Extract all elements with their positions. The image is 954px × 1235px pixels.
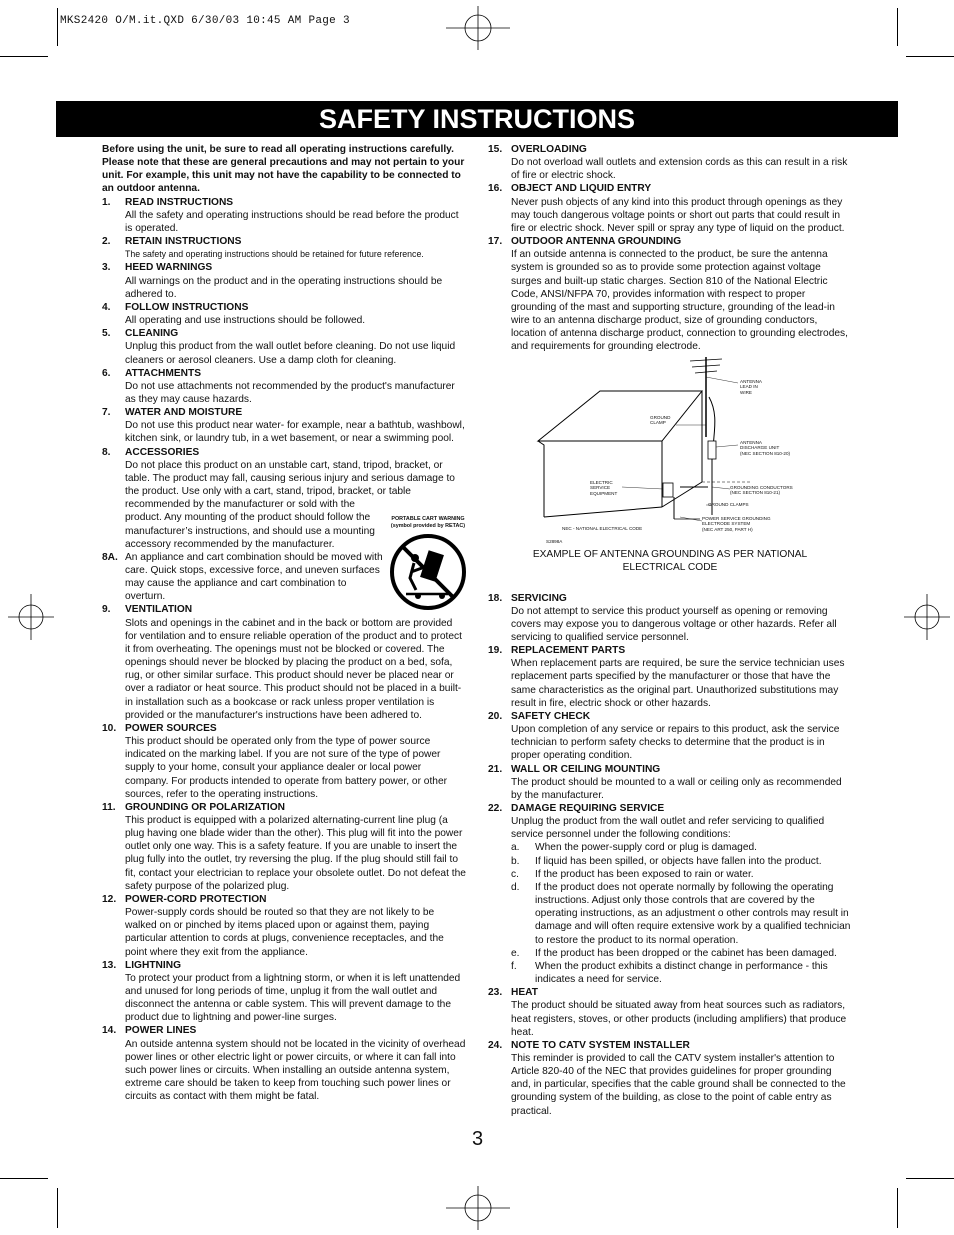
right-column [488,143,852,1118]
grounding-conductors-label: GROUNDING CONDUCTORS (NEC SECTION 810-21) [730,485,793,496]
crop-mark [0,56,48,57]
print-slug: MKS2420 O/M.it.QXD 6/30/03 10:45 AM Page 3 [60,15,350,27]
instruction-item: 22. DAMAGE REQUIRING SERVICE Unplug the product from the wall outlet and refer servicing to qualified service personnel under the following conditions: a. When the power-supply cord or plug is damaged. b. If liquid has been spilled, or objects have fallen into the product. c. If the product has been exposed to rain or water. d. If the product does not operate normally by following the operating instructions. Adjust only those controls that are covered by the operating instructions, as an adjustment o other controls may result in damage and will often require extensive work by a qualified technician to restore the product to its normal operation. e. If the product has been dropped or the cabinet has been damaged. f. When the product exhibits a distinct change in performance - this indicates a need for service. [488,803,851,986]
electric-service-label: ELECTRIC SERVICE EQUIPMENT [590,480,618,496]
crop-mark [0,1178,48,1179]
cart-warning-label: PORTABLE CART WARNING [391,516,465,522]
instruction-item: 2. RETAIN INSTRUCTIONS The safety and operating instructions should be retained for future reference. [102,236,424,260]
registration-mark-icon [446,6,510,50]
condition-item: f. When the product exhibits a distinct change in performance - this indicates a need for service. [511,960,828,986]
antenna-lead-label: ANTENNA LEAD IN WIRE [740,379,762,395]
instruction-item: 1. READ INSTRUCTIONS All the safety and operating instructions should be read before the product is operated. [102,196,459,234]
instruction-item: 4. FOLLOW INSTRUCTIONS All operating and use instructions should be followed. [102,301,366,327]
instruction-item: 15. OVERLOADING Do not overload wall outlets and extension cords as this can result in a risk of fire or electric shock. [488,144,848,182]
crop-mark [897,1188,898,1228]
diagram-caption: EXAMPLE OF ANTENNA GROUNDING AS PER NATIONAL ELECTRICAL CODE [532,549,808,573]
instruction-item: 8. ACCESSORIES Do not place this product on an unstable cart, stand, tripod, bracket, or table. The product may fall, causing serious injury and serious damage to the product. Use only with a cart, stand, tripod, bracket, or table recommended by the manufacturer or sold with the product. Any mounting of the product should follow the manufacturer’s instructions, and should use a mounting accessory recommended by the manufacturer. [102,446,455,550]
instruction-item: 13. LIGHTNING To protect your product from a lightning storm, or when it is left unattended and unused for long periods of time, unplug it from the wall outlet and disconnect the antenna or cable system. This will prevent damage to the product due to lightning and power-line surges. [102,959,461,1024]
condition-item: e. If the product has been dropped or the cabinet has been damaged. [511,947,837,959]
figure-code: S2898A [546,539,563,544]
instruction-item: 18. SERVICING Do not attempt to service this product yourself as opening or removing covers may expose you to dangerous voltage or other hazards. Refer all servicing to qualified service personnel. [488,592,837,643]
instruction-item: 23. HEAT The product should be situated away from heat sources such as radiators, heat registers, stoves, or other products (including amplifiers) that produce heat. [488,987,847,1038]
instruction-item: 11. GROUNDING OR POLARIZATION This product is equipped with a polarized alternating-current line plug (a plug having one blade wider than the other). This plug will fit into the power outlet only one way. This is a safety feature. If you are unable to insert the plug fully into the outlet, try reversing the plug. If the plug should still fail to fit, contact your electrician to replace your obsolete outlet. Do not defeat the safety purpose of the polarized plug. [102,801,466,892]
instruction-item: 21. WALL OR CEILING MOUNTING The product should be mounted to a wall or ceiling only as recommended by the manufacturer. [488,763,842,801]
instruction-item: 7. WATER AND MOISTURE Do not use this product near water- for example, near a bathtub, washbowl, kitchen sink, or laundry tub, in a wet basement, or near a swimming pool. [102,407,465,445]
instruction-item: 17. OUTDOOR ANTENNA GROUNDING If an outside antenna is connected to the product, be sure the antenna system is grounded so as to provide some protection against voltage surges and built-up static charges. Section 810 of the National Electric Code, ANSI/NFPA 70, provides information with respect to proper grounding of the mast and supporting structure, grounding of the lead-in wire to an antenna discharge product, size of grounding conductors, location of antenna discharge product, connection to grounding electrodes, and requirements for grounding electrode. [488,236,848,353]
instruction-item: 16. OBJECT AND LIQUID ENTRY Never push objects of any kind into this product through openings as they may touch dangerous voltage points or short out parts that could result in fire or electric shock. Never spill or spray any type of liquid on the product. [488,183,845,234]
condition-item: a. When the power-supply cord or plug is damaged. [511,842,757,854]
tipping-cart-icon [388,532,468,612]
antenna-grounding-diagram [530,357,830,552]
instruction-item: 9. VENTILATION Slots and openings in the cabinet and in the back or bottom are provided for ventilation and to ensure reliable operation of the product and to protect it from overheating. The openings must not be blocked or covered. The openings should never be blocked by placing the product on a bed, sofa, rug, or other similar surface. This product should never be placed near or over a radiator or heat source. This product should not be placed in a built-in installation such as a bookcase or rack unless proper ventilation is provided or the manufacturer's instructions have been adhered to. [102,604,462,721]
instruction-item: 3. HEED WARNINGS All warnings on the product and in the operating instructions should be adhered to. [102,262,443,300]
condition-item: c. If the product has been exposed to rain or water. [511,868,754,880]
crop-mark [57,8,58,46]
instruction-item: 19. REPLACEMENT PARTS When replacement parts are required, be sure the service technician uses replacement parts specified by the manufacturer or those that have the same characteristics as the original part. Unauthorized substitutions may result in fire, electric shock or other hazards. [488,645,845,709]
crop-mark [906,1178,954,1179]
crop-mark [906,56,954,57]
intro-paragraph: Before using the unit, be sure to read all operating instructions carefully. Please note that these are general precautions and may not pertain to your unit. For example, this unit may not have the capability to be connected to an outdoor antenna. [102,144,465,195]
discharge-unit-label: ANTENNA DISCHARGE UNIT (NEC SECTION 810-20) [740,440,791,456]
cart-warning [388,516,468,612]
instruction-item: 6. ATTACHMENTS Do not use attachments not recommended by the product's manufacturer as they may cause hazards. [102,367,455,405]
instruction-item: 20. SAFETY CHECK Upon completion of any service or repairs to this product, ask the service technician to perform safety checks to determine that the product is in proper operating condition. [488,710,840,762]
ground-clamps-label: GROUND CLAMPS [708,502,749,507]
crop-mark [57,1188,58,1228]
instruction-item: 8A. An appliance and cart combination should be moved with care. Quick stops, excessive force, and uneven surfaces may cause the appliance and cart combination to overturn. [102,551,383,603]
cart-warning-credit: (symbol provided by RETAC) [390,523,466,529]
nec-label: NEC - NATIONAL ELECTRICAL CODE [562,526,643,531]
instruction-item: 14. POWER LINES An outside antenna system should not be located in the vicinity of overhead power lines or other electric light or power circuits, or where it can fall into such power lines or circuits. When installing an outside antenna system, extreme care should be taken to keep from touching such power lines or circuits as contact with them might be fatal. [102,1025,466,1103]
instruction-item: 5. CLEANING Unplug this product from the wall outlet before cleaning. Do not use liquid cleaners or aerosol cleaners. Use a damp cloth for cleaning. [102,328,456,366]
instruction-item: 10. POWER SOURCES This product should be operated only from the type of power source indicated on the marking label. If you are not sure of the type of power supply to your home, consult your appliance dealer or local power company. For products intended to operate from battery power, or other sources, refer to the operating instructions. [102,722,448,800]
crop-mark [897,8,898,46]
power-service-label: POWER SERVICE GROUNDING ELECTRODE SYSTEM (NEC ART 250, PART H) [702,516,771,532]
page-number: 3 [472,1128,484,1150]
instruction-item: 12. POWER-CORD PROTECTION Power-supply cords should be routed so that they are not likely to be walked on or pinched by items placed upon or against them, paying particular attention to cords at plugs, convenience receptacles, and the point where they exit from the appliance. [102,893,444,958]
ground-clamp-label: GROUND CLAMP [650,415,671,426]
registration-mark-icon [904,594,950,640]
registration-mark-icon [8,594,54,640]
left-column [102,143,466,1103]
condition-item: b. If liquid has been spilled, or objects have fallen into the product. [511,855,822,867]
condition-item: d. If the product does not operate normally by following the operating instructions. Adjust only those controls that are covered by the operating instructions, as an adjustment o other controls may result in damage and will often require extensive work by a qualified technician to restore the product to its normal operation. [511,881,851,946]
instruction-item: 24. NOTE TO CATV SYSTEM INSTALLER This reminder is provided to call the CATV system installer's attention to Article 820-40 of the NEC that provides guidelines for proper grounding and, in particular, specifies that the cable ground shall be connected to the grounding system of the building, as close to the point of cable entry as practical. [488,1039,846,1117]
page-title: SAFETY INSTRUCTIONS [56,101,898,137]
registration-mark-icon [446,1186,510,1230]
